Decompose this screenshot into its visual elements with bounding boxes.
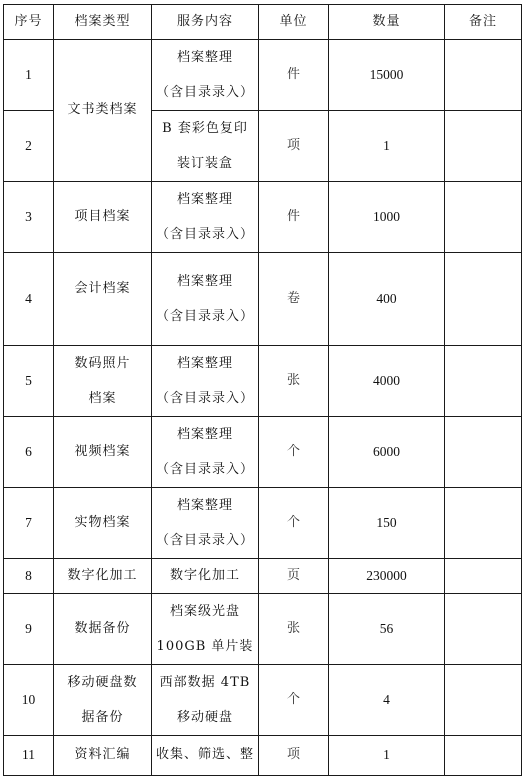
row-no: 6 xyxy=(4,417,54,488)
service-line: （含目录录入） xyxy=(155,462,254,477)
row-service: 数字化加工 xyxy=(152,559,259,594)
service-line: 档案级光盘 xyxy=(169,604,240,619)
service-line: 档案整理 xyxy=(176,192,233,207)
row-unit: 件 xyxy=(259,182,329,253)
row-no: 2 xyxy=(4,111,54,182)
service-line: （含目录录入） xyxy=(155,227,254,242)
table-row xyxy=(4,559,522,594)
row-qty: 1000 xyxy=(329,182,445,253)
service-line: 档案整理 xyxy=(176,356,233,371)
row-note xyxy=(445,488,522,559)
row-type: 文书类档案 xyxy=(54,40,152,182)
row-service: 收集、筛选、整 xyxy=(152,736,259,776)
row-no: 7 xyxy=(4,488,54,559)
row-service xyxy=(152,594,259,665)
row-no: 9 xyxy=(4,594,54,665)
service-line: （含目录录入） xyxy=(155,309,254,324)
table-row xyxy=(4,665,522,736)
row-note xyxy=(445,346,522,417)
row-service xyxy=(152,111,259,182)
row-unit: 件 xyxy=(259,40,329,111)
row-unit: 个 xyxy=(259,488,329,559)
service-line: （含目录录入） xyxy=(155,391,254,406)
row-note xyxy=(445,559,522,594)
row-note xyxy=(445,736,522,776)
service-line: 档案整理 xyxy=(176,427,233,442)
row-type xyxy=(54,665,152,736)
service-line: 档案整理 xyxy=(176,274,233,289)
service-line: 西部数据 4TB xyxy=(159,675,251,690)
row-no: 3 xyxy=(4,182,54,253)
row-qty: 400 xyxy=(329,253,445,346)
row-service xyxy=(152,346,259,417)
type-line: 据备份 xyxy=(81,710,124,725)
row-unit: 个 xyxy=(259,665,329,736)
row-qty: 1 xyxy=(329,111,445,182)
archive-service-table xyxy=(3,4,522,776)
row-qty: 230000 xyxy=(329,559,445,594)
type-line: 档案 xyxy=(88,391,117,406)
row-type: 资料汇编 xyxy=(54,736,152,776)
header-unit: 单位 xyxy=(259,5,329,40)
row-qty: 15000 xyxy=(329,40,445,111)
row-note xyxy=(445,665,522,736)
row-service xyxy=(152,417,259,488)
header-qty: 数量 xyxy=(329,5,445,40)
row-unit: 页 xyxy=(259,559,329,594)
row-no: 4 xyxy=(4,253,54,346)
service-line: （含目录录入） xyxy=(155,85,254,100)
row-no: 10 xyxy=(4,665,54,736)
row-service xyxy=(152,182,259,253)
row-note xyxy=(445,594,522,665)
service-line: （含目录录入） xyxy=(155,533,254,548)
row-qty: 150 xyxy=(329,488,445,559)
row-service xyxy=(152,253,259,346)
service-line: 档案整理 xyxy=(176,50,233,65)
service-line: B 套彩色复印 xyxy=(162,121,248,136)
header-no: 序号 xyxy=(4,5,54,40)
table-row xyxy=(4,417,522,488)
table-row xyxy=(4,594,522,665)
row-type: 项目档案 xyxy=(54,182,152,253)
row-qty: 56 xyxy=(329,594,445,665)
row-unit: 个 xyxy=(259,417,329,488)
table-row xyxy=(4,346,522,417)
row-note xyxy=(445,417,522,488)
table-row xyxy=(4,488,522,559)
row-type xyxy=(54,346,152,417)
table-row xyxy=(4,736,522,776)
row-type: 数据备份 xyxy=(54,594,152,665)
row-type: 会计档案 xyxy=(54,253,152,346)
header-note: 备注 xyxy=(445,5,522,40)
row-type: 视频档案 xyxy=(54,417,152,488)
row-unit: 张 xyxy=(259,594,329,665)
row-note xyxy=(445,40,522,111)
row-unit: 项 xyxy=(259,736,329,776)
service-line: 装订装盒 xyxy=(176,156,233,171)
type-line: 移动硬盘数 xyxy=(67,675,138,690)
row-qty: 4 xyxy=(329,665,445,736)
row-no: 8 xyxy=(4,559,54,594)
service-line: 档案整理 xyxy=(176,498,233,513)
row-service xyxy=(152,665,259,736)
row-qty: 4000 xyxy=(329,346,445,417)
row-service xyxy=(152,40,259,111)
row-note xyxy=(445,111,522,182)
header-type: 档案类型 xyxy=(54,5,152,40)
table-row xyxy=(4,182,522,253)
row-no: 11 xyxy=(4,736,54,776)
row-no: 5 xyxy=(4,346,54,417)
header-row xyxy=(4,5,522,40)
row-type: 实物档案 xyxy=(54,488,152,559)
row-unit: 张 xyxy=(259,346,329,417)
service-line: 移动硬盘 xyxy=(176,710,233,725)
header-service: 服务内容 xyxy=(152,5,259,40)
table-row xyxy=(4,40,522,111)
service-line: 100GB 单片装 xyxy=(156,639,254,654)
type-line: 数码照片 xyxy=(74,356,131,371)
row-service xyxy=(152,488,259,559)
row-note xyxy=(445,253,522,346)
table-row xyxy=(4,253,522,346)
row-note xyxy=(445,182,522,253)
row-unit: 项 xyxy=(259,111,329,182)
row-unit: 卷 xyxy=(259,253,329,346)
row-qty: 6000 xyxy=(329,417,445,488)
row-type: 数字化加工 xyxy=(54,559,152,594)
row-qty: 1 xyxy=(329,736,445,776)
row-no: 1 xyxy=(4,40,54,111)
